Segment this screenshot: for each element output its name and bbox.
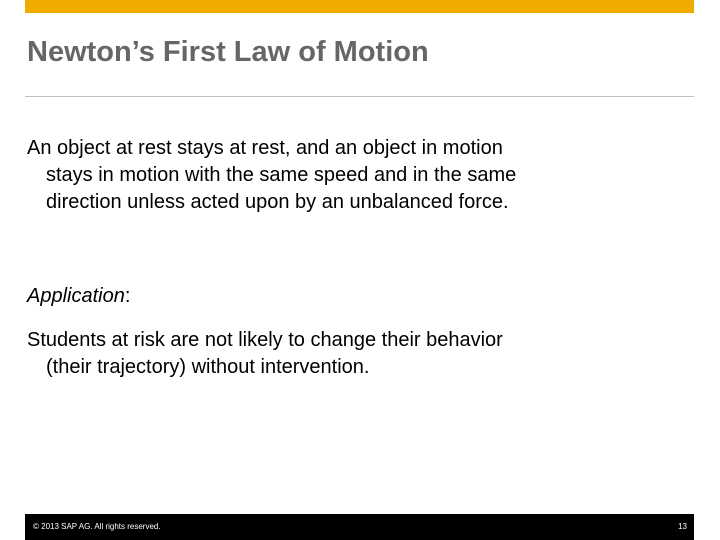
students-line: Students at risk are not likely to change their behavior [27,329,503,351]
top-accent-bar [25,0,694,13]
law-line: direction unless acted upon by an unbalanced force. [46,191,509,213]
footer-bar [25,514,694,540]
law-line: An object at rest stays at rest, and an object in motion [27,137,503,159]
slide-title: Newton’s First Law of Motion [27,36,429,68]
students-line: (their trajectory) without intervention. [46,356,370,378]
application-heading [27,283,677,310]
law-paragraph [27,135,677,216]
title-divider [25,96,694,97]
copyright-text: © 2013 SAP AG. All rights reserved. [33,522,161,531]
application-colon: : [124,285,131,307]
page-number: 13 [678,522,687,531]
application-label: Application [27,285,125,307]
students-paragraph [27,327,677,381]
law-line: stays in motion with the same speed and in the same [46,164,517,186]
